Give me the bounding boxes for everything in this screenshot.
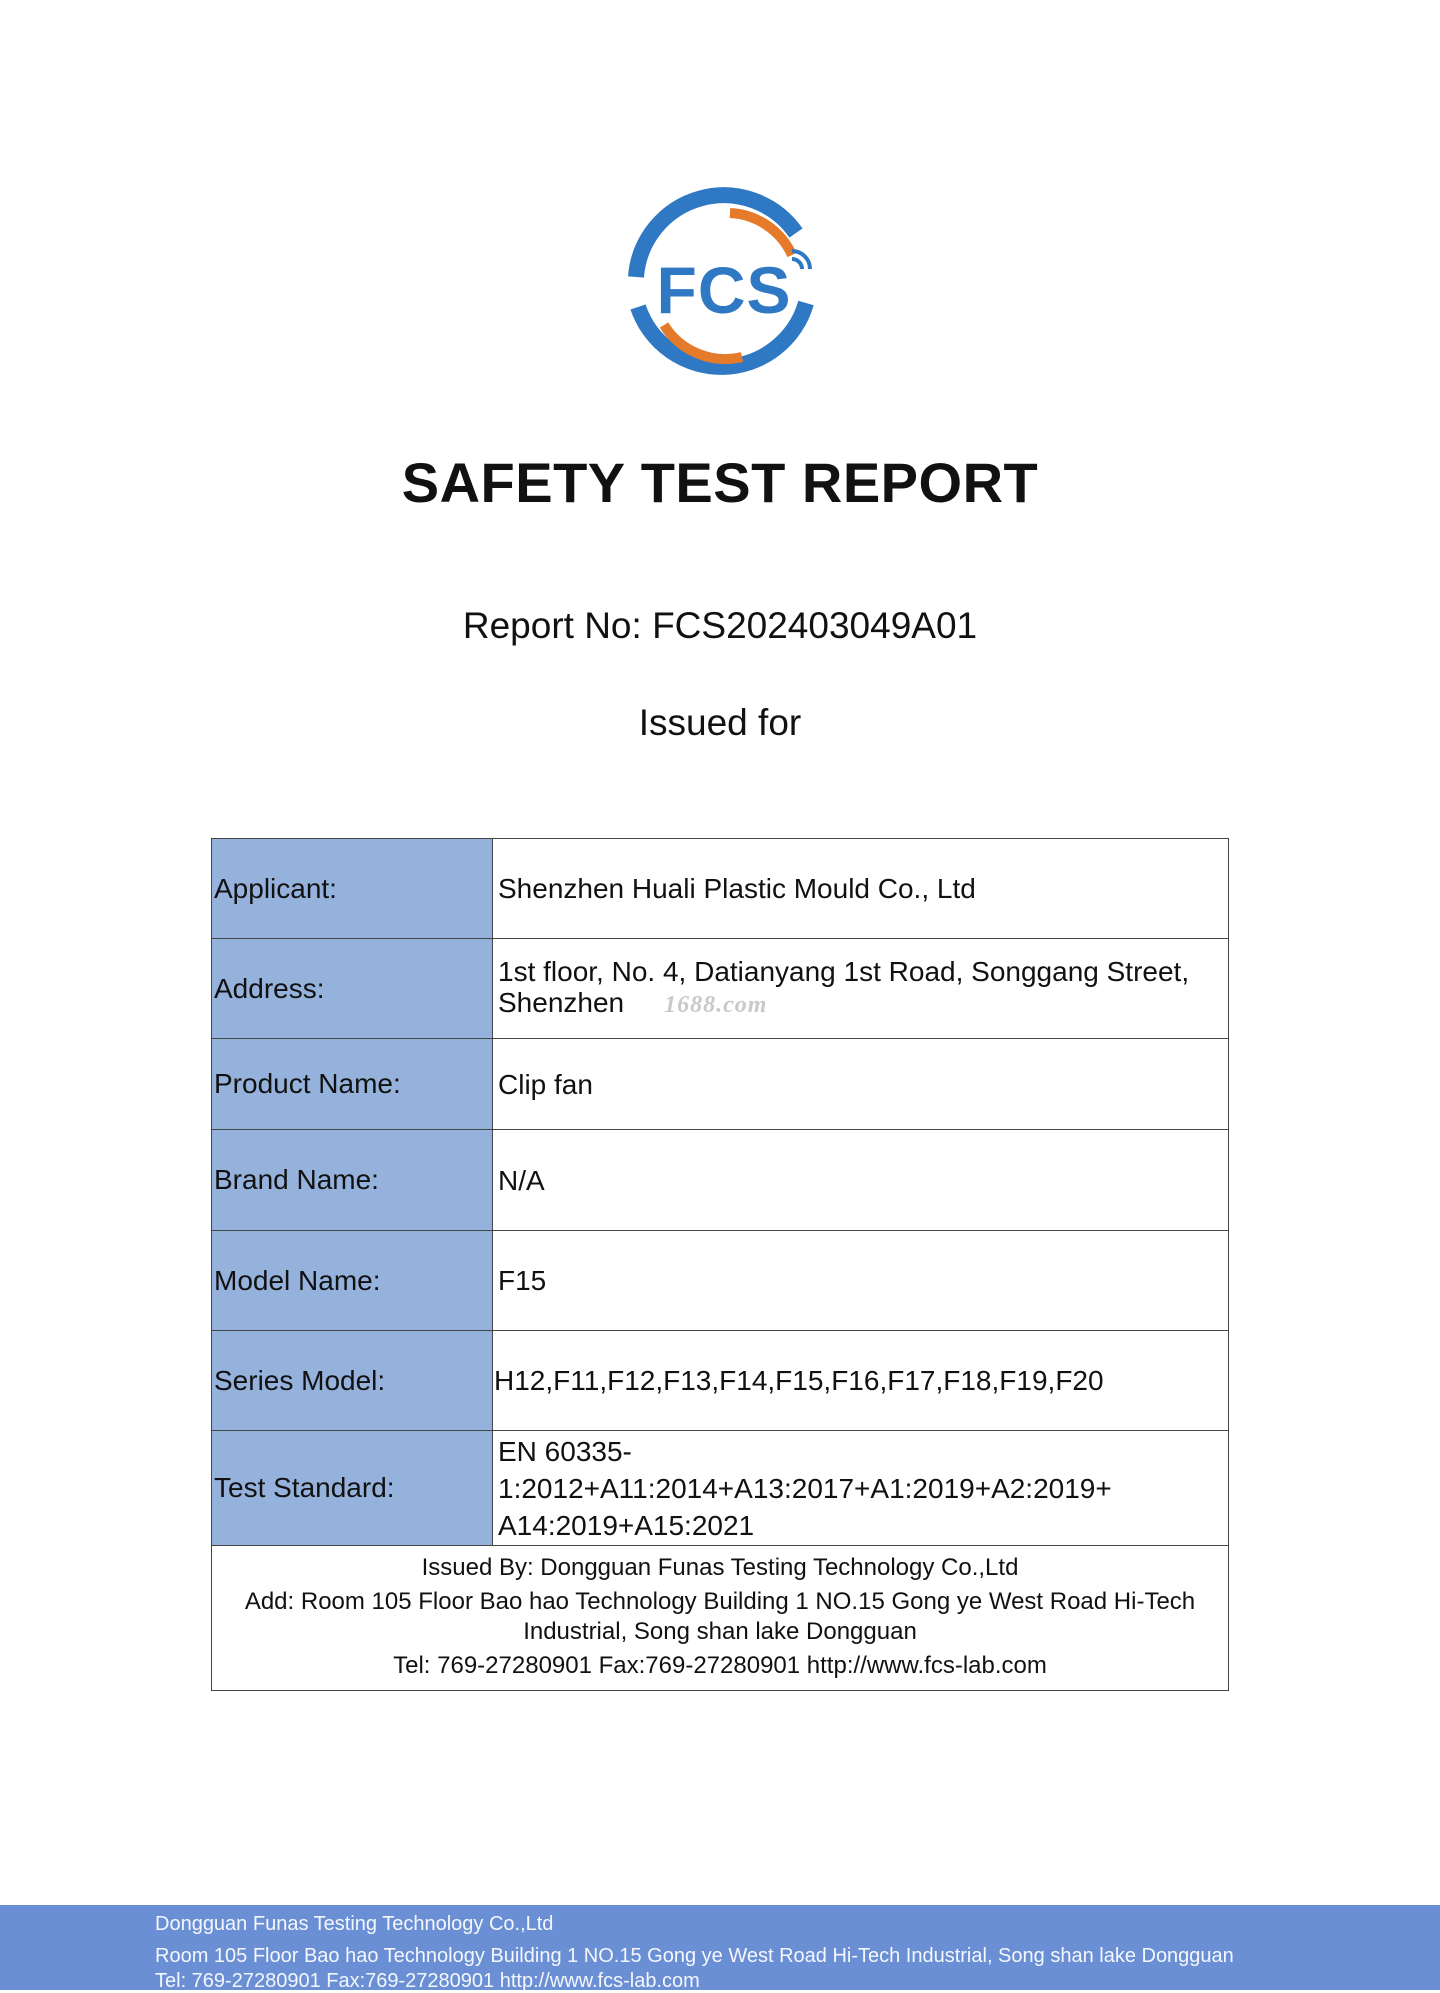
address-value [493,939,1229,1039]
table-row-product-name [212,1039,1229,1130]
document-title: SAFETY TEST REPORT [401,451,1039,514]
fcs-logo-icon [620,185,830,390]
issuer-block [212,1546,1229,1691]
issued-for-heading: Issued for [638,702,802,743]
issuer-address-line-1: Add: Room 105 Floor Bao hao Technology Building 1 NO.15 Gong ye West Road Hi-Tech [244,1588,1196,1615]
address-label: Address: [212,939,493,1039]
product-name-value: Clip fan [493,1039,1229,1130]
model-name-value: F15 [493,1231,1229,1331]
table-row-brand-name [212,1130,1229,1231]
series-model-value: H12,F11,F12,F13,F14,F15,F16,F17,F18,F19,F20 [493,1331,1229,1431]
address-line-1: 1st floor, No. 4, Datianyang 1st Road, Songgang Street, [498,956,1190,987]
product-name-label: Product Name: [212,1039,493,1130]
table-row-address [212,939,1229,1039]
series-model-label: Series Model: [212,1331,493,1431]
table-row-test-standard [212,1431,1229,1546]
issuer-address-line-2: Industrial, Song shan lake Dongguan [523,1618,917,1645]
address-line-2-text: Shenzhen [498,987,625,1018]
table-row-applicant [212,839,1229,939]
brand-name-value: N/A [493,1130,1229,1231]
applicant-value: Shenzhen Huali Plastic Mould Co., Ltd [493,839,1229,939]
page-footer [0,1905,1440,1990]
brand-name-label: Brand Name: [212,1130,493,1231]
issued-by: Issued By: Dongguan Funas Testing Technology Co.,Ltd [421,1554,1019,1581]
applicant-label: Applicant: [212,839,493,939]
footer-company: Dongguan Funas Testing Technology Co.,Ltd [155,1913,554,1935]
table-row-model-name [212,1231,1229,1331]
report-info-table [211,838,1229,1691]
test-standard-line-2: A14:2019+A15:2021 [498,1509,755,1541]
watermark: 1688.com [664,992,768,1018]
footer-address: Room 105 Floor Bao hao Technology Building 1 NO.15 Gong ye West Road Hi-Tech Industrial, Song shan lake Dongguan [155,1945,1234,1967]
fcs-logo [620,185,830,390]
table-row-series-model [212,1331,1229,1431]
svg-text:FCS: FCS [656,253,792,327]
report-number: Report No: FCS202403049A01 [462,605,978,646]
address-line-2 [498,987,1228,1021]
test-standard-line-1: EN 60335-1:2012+A11:2014+A13:2017+A1:2019+A2:2019+ [498,1435,1112,1504]
test-standard-value [493,1431,1229,1546]
footer-contact: Tel: 769-27280901 Fax:769-27280901 http://www.fcs-lab.com [155,1970,700,1992]
model-name-label: Model Name: [212,1231,493,1331]
table-row-issuer [212,1546,1229,1691]
issuer-contact: Tel: 769-27280901 Fax:769-27280901 http://www.fcs-lab.com [393,1652,1047,1679]
test-standard-label: Test Standard: [212,1431,493,1546]
